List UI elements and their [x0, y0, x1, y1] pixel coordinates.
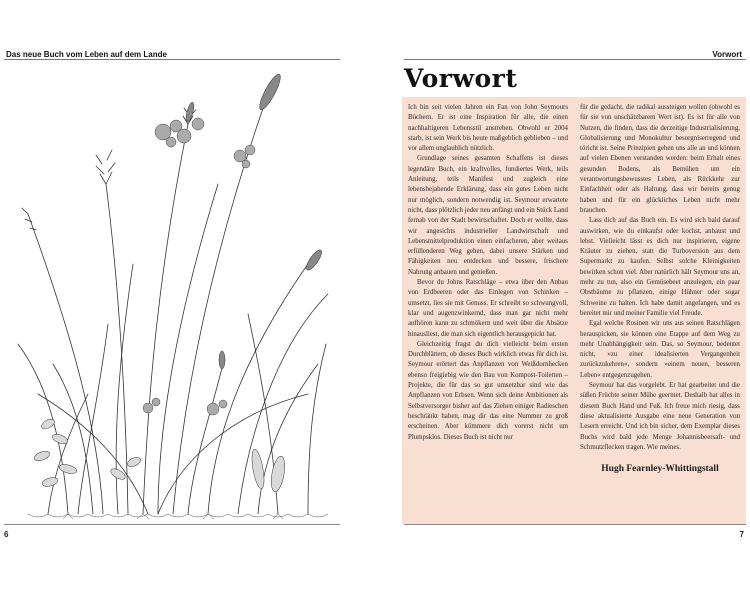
- grasses-illustration: [8, 64, 340, 520]
- author-signature: Hugh Fearnley-Whittingstall: [601, 464, 719, 475]
- paragraph: Grundlage seines gesamten Schaffens ist dieses legendäre Buch, ein kraftvolles, fundiertes Werk, teils Anleitung, teils Manifest und zugleich eine lebensbejahende Erklärung, dass ein gutes Leben nicht nur möglich, sondern notwendig ist. Seymour erwartete nicht, dass plötzlich jeder neu anfängt und ein Stück Land fernab von der Stadt bewirtschaftet. Doch er wollte, dass wir angesichts industrieller Landwirtschaft und Lebensmittelproduktion einen einfacheren, aber weitaus erfüllenderen Weg gehen, dabei unsere Stärken und Fähigkeiten neu entdecken und bessere, frischere Nahrung anbauen und genießen.: [408, 155, 568, 276]
- paragraph: Seymour hat das vorgelebt. Er hat gearbeitet und die süßen Früchte seiner Mühe geerntet. Deshalb hat alles in diesem Buch Hand und Fuß. Ich freue mich riesig, dass diese aktualisierte Ausgabe eine neue Generation von Lesern erreicht. Und ich bin sicher, dem Exemplar dieses Buchs wird bald jede Menge Johannisbeersaft- und Schmutzflecken tragen. Wie meines.: [580, 382, 740, 451]
- page-number-right: 7: [739, 530, 744, 539]
- footer-rule-left: [4, 524, 340, 525]
- running-header-left: Das neue Buch vom Leben auf dem Lande: [6, 50, 167, 59]
- text-column-right: [580, 103, 740, 474]
- page-title: Vorwort: [404, 64, 518, 93]
- text-column-left: [408, 103, 568, 443]
- page-number-left: 6: [4, 530, 9, 539]
- paragraph: Bevor du Johns Ratschläge – etwa über den Anbau von Erdbeeren oder das Einlegen von Schinken – umsetzt, lies sie mit Genuss. Er schreibt so schwungvoll, klar und augenzwinkernd, dass man gar nicht mehr aufhören kann zu schmökern und weit über die Absätze hinausliest, die man sich eigentlich herausgepickt hat.: [408, 279, 568, 338]
- paragraph: für die gedacht, die radikal aussteigen wollen (obwohl es für sie von unschätzbarem Wert ist). Es ist für alle von Nutzen, die finden, dass die derzeitige Industrialisierung, Globalisierung und Monokultur besorgniserregend und töricht ist. Seine Prinzipien gehen uns alle an und können auf vielen Ebenen verstanden werden: beim Erhalt eines gesunden Bodens, als Bemühen um ein verantwortungsbewusstes Leben, als Rückkehr zur Einfachheit oder als Haltung, dass wir bereits genug haben und für ein glückliches Leben nicht mehr brauchen.: [580, 104, 740, 214]
- paragraph: Ich bin seit vielen Jahren ein Fan von John Seymours Büchern. Er ist eine Inspiration für alle, die einen nachhaltigeren Lebensstil anstreben. Obwohl er 2004 starb, ist sein Werk bis heute maßgeblich geblieben – und vor allem unglaublich nützlich.: [408, 104, 568, 153]
- footer-rule-right: [404, 524, 746, 525]
- header-rule-left: [4, 59, 340, 60]
- paragraph: Lass dich auf das Buch ein. Es wird sich bald darauf auswirken, wie du einkaufst oder kochst, anbaust und lebst. Vielleicht lässt es dich nur inspirieren, eigene Kräuter zu ziehen, statt die Turboversion aus dem Supermarkt zu kaufen. Selbst solche Kleinigkeiten bewirken schon viel. Aber natürlich hält Seymour uns an, mehr zu tun, also ein Gemüsebeet anzulegen, ein paar Obstbäume zu pflanzen, einige Hühner oder sogar Schweine zu halten. Ich habe damit angefangen, und es bereitet mir und meiner Familie viel Freude.: [580, 217, 740, 317]
- paragraph: Gleichzeitig fragst du dich vielleicht beim ersten Durchblättern, ob dieses Buch wirklich etwas für dich ist. Seymour erörtert das Anpflanzen von Weißdornhecken ebenso freigiebig wie den Bau von Kompost-Toiletten – Projekte, die für das so gut umsetzbar sind wie das Anpflanzen von Erbsen. Wenn sich deine Ambitionen als Selbstversorger bisher auf das Ziehen einiger Radieschen beschränkt haben, mag dir das eine Nummer zu groß erscheinen. Aber kümmere dich vorerst nicht um Plumpsklos. Dieses Buch ist nicht nur: [408, 340, 568, 441]
- header-rule-right: [404, 59, 746, 60]
- running-header-right: Vorwort: [712, 50, 742, 59]
- foreword-panel: [402, 97, 746, 524]
- paragraph: Egal welche Rosinen wir uns aus seinen Ratschlägen herauspicken, sie können eine Etappe auf dem Weg zu mehr Unabhängigkeit sein. Das, so Seymour, bedeutet nicht, »zu einer idealisierten Vergangenheit zurückzukehren«, sondern »einem neuen, besseren Leben« entgegenzugehen.: [580, 320, 740, 379]
